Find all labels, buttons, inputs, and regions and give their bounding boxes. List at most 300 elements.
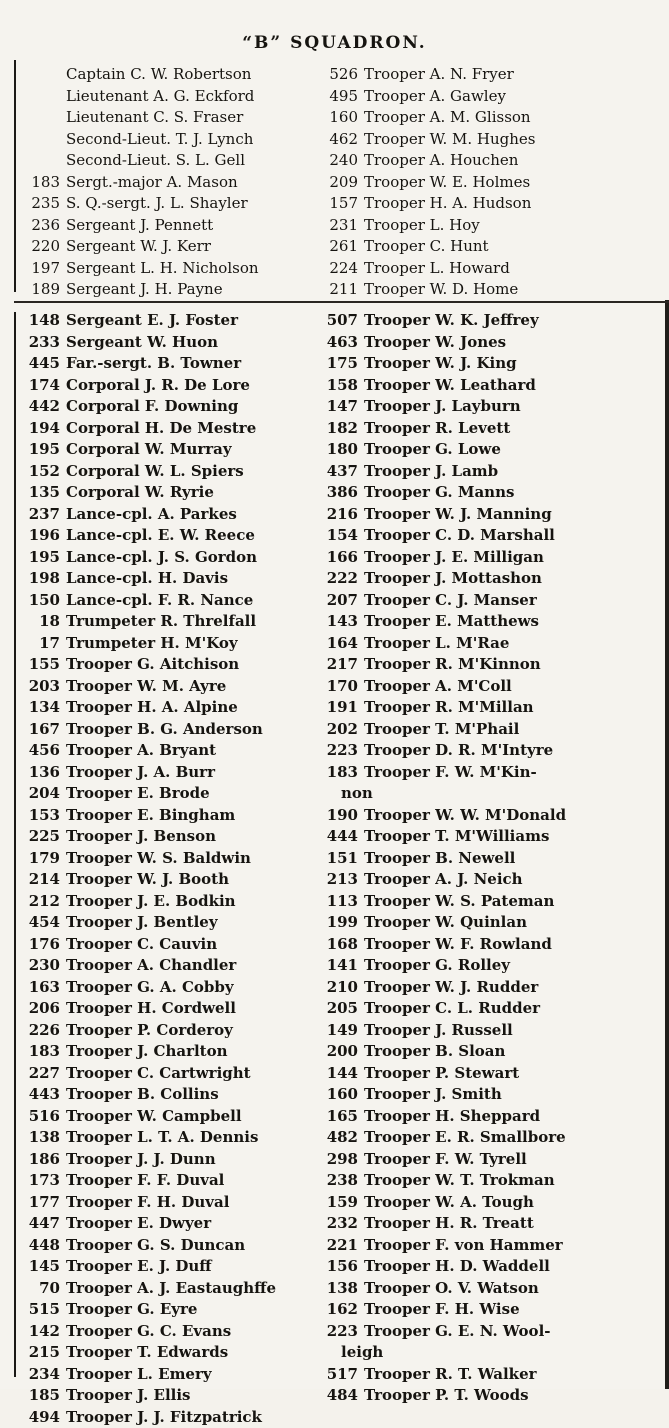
rank-and-name: Sergeant E. J. Foster: [66, 311, 238, 329]
roll-entry: [325, 783, 566, 805]
regimental-number: 186: [18, 1149, 60, 1171]
roll-entry: [325, 310, 566, 332]
rank-and-name: Lance-cpl. J. S. Gordon: [66, 548, 257, 566]
rank-and-name: Trooper B. Sloan: [364, 1042, 505, 1060]
regimental-number: 150: [18, 590, 60, 612]
rank-and-name: Trooper L. Hoy: [364, 216, 480, 234]
roll-entry: [18, 826, 276, 848]
roll-entry: [325, 740, 566, 762]
regimental-number: 134: [18, 697, 60, 719]
roll-entry: [18, 1235, 276, 1257]
regimental-number: 494: [18, 1407, 60, 1428]
roll-entry: [325, 1170, 566, 1192]
regimental-number: 155: [18, 654, 60, 676]
rank-and-name: Sergeant W. J. Kerr: [66, 237, 211, 255]
roll-entry: [325, 482, 566, 504]
roll-entry: [18, 86, 259, 108]
rank-and-name: Trooper J. Russell: [364, 1021, 513, 1039]
regimental-number: 183: [325, 762, 358, 784]
regimental-number: 437: [325, 461, 358, 483]
rank-and-name: Trooper L. Howard: [364, 259, 510, 277]
roll-entry: [325, 258, 535, 280]
regimental-number: 197: [18, 258, 60, 280]
regimental-number: 202: [325, 719, 358, 741]
roll-entry: [18, 1256, 276, 1278]
regimental-number: 185: [18, 1385, 60, 1407]
regimental-number: 207: [325, 590, 358, 612]
roll-entry: [18, 375, 276, 397]
regimental-number: 212: [18, 891, 60, 913]
rank-and-name: Far.-sergt. B. Towner: [66, 354, 241, 372]
roll-entry: [325, 236, 535, 258]
rank-and-name: Trooper J. Ellis: [66, 1386, 191, 1404]
rank-and-name: Trooper C. Cartwright: [66, 1064, 251, 1082]
regimental-number: 210: [325, 977, 358, 999]
roll-entry: [325, 279, 535, 301]
regimental-number: 160: [325, 1084, 358, 1106]
rank-and-name: Trooper W. M. Hughes: [364, 130, 535, 148]
rank-and-name: Trooper F. W. Tyrell: [364, 1150, 527, 1168]
rank-and-name: Trooper G. A. Cobby: [66, 978, 234, 996]
regimental-number: 517: [325, 1364, 358, 1386]
regimental-number: 217: [325, 654, 358, 676]
rank-and-name: Trooper F. H. Wise: [364, 1300, 520, 1318]
roll-entry: [18, 236, 259, 258]
roll-entry: [325, 869, 566, 891]
rank-and-name: Trooper B. Newell: [364, 849, 515, 867]
roll-entry: [325, 1020, 566, 1042]
rank-and-name: Corporal H. De Mestre: [66, 419, 256, 437]
roll-entry: [325, 955, 566, 977]
roll-entry: [325, 1278, 566, 1300]
roll-entry: [18, 998, 276, 1020]
roll-entry: [18, 1321, 276, 1343]
roll-entry: [18, 697, 276, 719]
rank-and-name: Trooper W. J. King: [364, 354, 517, 372]
rank-and-name: Trooper G. Rolley: [364, 956, 510, 974]
roll-entry: [325, 172, 535, 194]
rank-and-name: Corporal J. R. De Lore: [66, 376, 250, 394]
rank-and-name: Lieutenant C. S. Fraser: [66, 108, 243, 126]
regimental-number: 220: [18, 236, 60, 258]
regimental-number: 182: [325, 418, 358, 440]
rank-and-name: Trooper W. E. Holmes: [364, 173, 530, 191]
regimental-number: 225: [18, 826, 60, 848]
roll-entry: [325, 977, 566, 999]
roll-entry: [325, 1213, 566, 1235]
regimental-number: 261: [325, 236, 358, 258]
regimental-number: 138: [325, 1278, 358, 1300]
regimental-number: 443: [18, 1084, 60, 1106]
regimental-number: 149: [325, 1020, 358, 1042]
left-column-rule-lower: [14, 312, 16, 1377]
roll-entry: [325, 934, 566, 956]
rank-and-name: Trooper J. J. Dunn: [66, 1150, 216, 1168]
regimental-number: 156: [325, 1256, 358, 1278]
regimental-number: 456: [18, 740, 60, 762]
regimental-number: 162: [325, 1299, 358, 1321]
roll-entry: [325, 439, 566, 461]
rank-and-name: Trooper A. J. Eastaughffe: [66, 1279, 276, 1297]
regimental-number: 165: [325, 1106, 358, 1128]
roll-entry: [18, 258, 259, 280]
regimental-number: 445: [18, 353, 60, 375]
regimental-number: 204: [18, 783, 60, 805]
rank-and-name: Trooper L. Emery: [66, 1365, 212, 1383]
roll-entry: [18, 1342, 276, 1364]
rank-and-name: Trooper D. R. M'Intyre: [364, 741, 553, 759]
regimental-number: 189: [18, 279, 60, 301]
regimental-number: 236: [18, 215, 60, 237]
regimental-number: 231: [325, 215, 358, 237]
rank-and-name: Trooper W. F. Rowland: [364, 935, 552, 953]
roll-entry: [325, 1342, 566, 1364]
roll-entry: [325, 762, 566, 784]
roll-entry: [18, 439, 276, 461]
roll-entry: [325, 848, 566, 870]
rank-and-name: Trooper W. D. Home: [364, 280, 518, 298]
roll-entry: [18, 64, 259, 86]
regimental-number: 230: [18, 955, 60, 977]
rank-and-name: Trooper H. D. Waddell: [364, 1257, 550, 1275]
rank-and-name: Trooper C. L. Rudder: [364, 999, 540, 1017]
rank-and-name: Trooper J. Charlton: [66, 1042, 228, 1060]
regimental-number: 148: [18, 310, 60, 332]
rank-and-name: leigh: [341, 1343, 383, 1361]
rank-and-name: Trooper A. Bryant: [66, 741, 216, 759]
regimental-number: 153: [18, 805, 60, 827]
roll-entry: [18, 891, 276, 913]
roll-entry: [325, 1256, 566, 1278]
roll-entry: [18, 1149, 276, 1171]
regimental-number: 147: [325, 396, 358, 418]
rank-and-name: Trooper T. Edwards: [66, 1343, 228, 1361]
regimental-number: 144: [325, 1063, 358, 1085]
roll-entry: [18, 1192, 276, 1214]
rank-and-name: Sergeant J. Pennett: [66, 216, 213, 234]
rank-and-name: Sergeant W. Huon: [66, 333, 218, 351]
roll-entry: [18, 934, 276, 956]
roll-entry: [18, 955, 276, 977]
regimental-number: 444: [325, 826, 358, 848]
roll-entry: [325, 1385, 566, 1407]
regimental-number: 448: [18, 1235, 60, 1257]
regimental-number: 142: [18, 1321, 60, 1343]
regimental-number: 166: [325, 547, 358, 569]
rank-and-name: Sergt.-major A. Mason: [66, 173, 238, 191]
regimental-number: 526: [325, 64, 358, 86]
rank-and-name: Trooper W. J. Rudder: [364, 978, 538, 996]
roll-entry: [18, 869, 276, 891]
roll-entry: [325, 611, 566, 633]
roll-entry: [18, 418, 276, 440]
roll-entry: [18, 1299, 276, 1321]
roll-entry: [18, 504, 276, 526]
regimental-number: 18: [18, 611, 60, 633]
roll-entry: [18, 740, 276, 762]
roll-entry: [18, 912, 276, 934]
roll-entry: [18, 783, 276, 805]
regimental-number: 298: [325, 1149, 358, 1171]
regimental-number: 170: [325, 676, 358, 698]
roll-entry: [325, 633, 566, 655]
roll-entry: [18, 107, 259, 129]
regimental-number: 238: [325, 1170, 358, 1192]
regimental-number: 214: [18, 869, 60, 891]
rank-and-name: Trooper P. T. Woods: [364, 1386, 529, 1404]
regimental-number: 160: [325, 107, 358, 129]
regimental-number: 235: [18, 193, 60, 215]
rank-and-name: Trooper L. T. A. Dennis: [66, 1128, 258, 1146]
regimental-number: 199: [325, 912, 358, 934]
regimental-number: 183: [18, 1041, 60, 1063]
roll-entry: [18, 1084, 276, 1106]
regimental-number: 167: [18, 719, 60, 741]
roll-entry: [325, 1192, 566, 1214]
regimental-number: 157: [325, 193, 358, 215]
roll-entry: [18, 215, 259, 237]
roll-entry: [18, 482, 276, 504]
rank-and-name: Trooper F. von Hammer: [364, 1236, 563, 1254]
roll-entry: [18, 719, 276, 741]
rank-and-name: Corporal W. Ryrie: [66, 483, 214, 501]
rank-and-name: Trooper F. H. Duval: [66, 1193, 229, 1211]
regimental-number: 138: [18, 1127, 60, 1149]
roll-entry: [325, 1106, 566, 1128]
roll-entry: [18, 129, 259, 151]
rank-and-name: Trooper H. A. Hudson: [364, 194, 531, 212]
regimental-number: 213: [325, 869, 358, 891]
regimental-number: 442: [18, 396, 60, 418]
rank-and-name: Trooper A. J. Neich: [364, 870, 523, 888]
regimental-number: 447: [18, 1213, 60, 1235]
rank-and-name: Trooper W. Campbell: [66, 1107, 242, 1125]
roll-entry: [325, 1364, 566, 1386]
rank-and-name: Trooper W. K. Jeffrey: [364, 311, 539, 329]
regimental-number: 195: [18, 547, 60, 569]
roll-entry: [325, 396, 566, 418]
rank-and-name: Trooper E. Brode: [66, 784, 210, 802]
rank-and-name: Trooper W. S. Baldwin: [66, 849, 251, 867]
roll-entry: [325, 654, 566, 676]
regimental-number: 454: [18, 912, 60, 934]
rank-and-name: Second-Lieut. S. L. Gell: [66, 151, 245, 169]
regimental-number: 191: [325, 697, 358, 719]
roll-entry: [325, 193, 535, 215]
roll-entry: [325, 461, 566, 483]
regimental-number: 222: [325, 568, 358, 590]
regimental-number: 463: [325, 332, 358, 354]
roll-entry: [325, 1149, 566, 1171]
rank-and-name: Trooper G. Eyre: [66, 1300, 197, 1318]
rank-and-name: Trooper G. S. Duncan: [66, 1236, 245, 1254]
rank-and-name: Lance-cpl. A. Parkes: [66, 505, 237, 523]
rank-and-name: Trooper W. T. Trokman: [364, 1171, 555, 1189]
rank-and-name: Trumpeter H. M'Koy: [66, 634, 238, 652]
rank-and-name: Trooper C. Cauvin: [66, 935, 217, 953]
rank-and-name: Trooper A. Gawley: [364, 87, 506, 105]
rank-and-name: Trooper G. C. Evans: [66, 1322, 231, 1340]
roll-entry: [18, 353, 276, 375]
rank-and-name: Trooper B. Collins: [66, 1085, 219, 1103]
roll-entry: [18, 332, 276, 354]
rank-and-name: Corporal W. L. Spiers: [66, 462, 244, 480]
regimental-number: 227: [18, 1063, 60, 1085]
regimental-number: 168: [325, 934, 358, 956]
roll-entry: [18, 547, 276, 569]
rank-and-name: non: [341, 784, 373, 802]
regimental-number: 163: [18, 977, 60, 999]
roll-entry: [325, 1084, 566, 1106]
rank-and-name: Lance-cpl. H. Davis: [66, 569, 228, 587]
rank-and-name: Trooper W. J. Manning: [364, 505, 552, 523]
roll-entry: [18, 525, 276, 547]
squadron-heading: “B” SQUADRON.: [0, 33, 669, 53]
roll-entry: [18, 633, 276, 655]
rank-and-name: Trumpeter R. Threlfall: [66, 612, 256, 630]
rank-and-name: Trooper B. G. Anderson: [66, 720, 263, 738]
regimental-number: 223: [325, 740, 358, 762]
rank-and-name: Trooper O. V. Watson: [364, 1279, 539, 1297]
rank-and-name: Trooper A. M'Coll: [364, 677, 512, 695]
roll-entry: [18, 310, 276, 332]
roll-entry: [325, 215, 535, 237]
regimental-number: 484: [325, 1385, 358, 1407]
roll-entry: [325, 590, 566, 612]
roll-entry: [325, 353, 566, 375]
rank-and-name: Sergeant J. H. Payne: [66, 280, 223, 298]
rank-and-name: Trooper H. R. Treatt: [364, 1214, 534, 1232]
rank-and-name: Trooper W. J. Booth: [66, 870, 229, 888]
rank-and-name: Lance-cpl. F. R. Nance: [66, 591, 253, 609]
rank-and-name: Trooper C. Hunt: [364, 237, 489, 255]
rank-and-name: Trooper H. Sheppard: [364, 1107, 540, 1125]
regimental-number: 17: [18, 633, 60, 655]
roll-entry: [325, 1041, 566, 1063]
roll-entry: [18, 611, 276, 633]
rank-and-name: Trooper W. W. M'Donald: [364, 806, 566, 824]
roll-entry: [18, 1041, 276, 1063]
left-column-rule-upper: [14, 60, 16, 292]
rank-and-name: Trooper G. Aitchison: [66, 655, 239, 673]
regimental-number: 194: [18, 418, 60, 440]
regimental-number: 177: [18, 1192, 60, 1214]
roll-entry: [325, 64, 535, 86]
roll-entry: [18, 1106, 276, 1128]
roll-entry: [18, 1020, 276, 1042]
regimental-number: 221: [325, 1235, 358, 1257]
regimental-number: 237: [18, 504, 60, 526]
roll-entry: [325, 805, 566, 827]
regimental-number: 159: [325, 1192, 358, 1214]
roll-entry: [325, 86, 535, 108]
rank-and-name: Trooper R. Levett: [364, 419, 510, 437]
regimental-number: 179: [18, 848, 60, 870]
roll-entry: [325, 891, 566, 913]
roll-entry: [325, 150, 535, 172]
rank-and-name: Trooper G. Manns: [364, 483, 514, 501]
roll-entry: [325, 912, 566, 934]
rank-and-name: Corporal W. Murray: [66, 440, 232, 458]
roll-entry: [325, 697, 566, 719]
rank-and-name: Trooper W. M. Ayre: [66, 677, 226, 695]
rank-and-name: Trooper A. Houchen: [364, 151, 518, 169]
regimental-number: 209: [325, 172, 358, 194]
rank-and-name: Trooper H. Cordwell: [66, 999, 236, 1017]
regimental-number: 206: [18, 998, 60, 1020]
rank-and-name: Trooper J. Bentley: [66, 913, 218, 931]
roll-entry: [18, 1364, 276, 1386]
rank-and-name: Trooper E. J. Duff: [66, 1257, 212, 1275]
regimental-number: 205: [325, 998, 358, 1020]
rank-and-name: Lieutenant A. G. Eckford: [66, 87, 254, 105]
roll-entry: [325, 332, 566, 354]
roll-entry: [18, 1063, 276, 1085]
roll-entry: [18, 848, 276, 870]
regimental-number: 203: [18, 676, 60, 698]
regimental-number: 200: [325, 1041, 358, 1063]
rank-and-name: Trooper J. A. Burr: [66, 763, 215, 781]
roll-entry: [325, 129, 535, 151]
rank-and-name: Trooper L. M'Rae: [364, 634, 509, 652]
regimental-number: 136: [18, 762, 60, 784]
roll-entry: [325, 826, 566, 848]
rank-and-name: Sergeant L. H. Nicholson: [66, 259, 259, 277]
roll-entry: [18, 461, 276, 483]
roll-entry: [18, 396, 276, 418]
regimental-number: 233: [18, 332, 60, 354]
roll-entry: [18, 1127, 276, 1149]
rank-and-name: Trooper W. Quinlan: [364, 913, 527, 931]
regimental-number: 495: [325, 86, 358, 108]
regimental-number: 482: [325, 1127, 358, 1149]
rank-and-name: Trooper A. M. Glisson: [364, 108, 531, 126]
regimental-number: 145: [18, 1256, 60, 1278]
regimental-number: 211: [325, 279, 358, 301]
regimental-number: 175: [325, 353, 358, 375]
regimental-number: 176: [18, 934, 60, 956]
regimental-number: 240: [325, 150, 358, 172]
regimental-number: 226: [18, 1020, 60, 1042]
regimental-number: 198: [18, 568, 60, 590]
rank-and-name: Trooper G. Lowe: [364, 440, 501, 458]
rank-and-name: Trooper G. E. N. Wool-: [364, 1322, 551, 1340]
regimental-number: 135: [18, 482, 60, 504]
rank-and-name: Trooper J. Mottashon: [364, 569, 542, 587]
roll-entry: [18, 172, 259, 194]
roll-entry: [325, 1299, 566, 1321]
rank-and-name: Lance-cpl. E. W. Reece: [66, 526, 255, 544]
rank-and-name: Trooper H. A. Alpine: [66, 698, 238, 716]
rank-and-name: Trooper J. E. Bodkin: [66, 892, 236, 910]
regimental-number: 70: [18, 1278, 60, 1300]
roll-entry: [18, 1170, 276, 1192]
regimental-number: 195: [18, 439, 60, 461]
roll-entry: [18, 150, 259, 172]
rank-and-name: Trooper F. F. Duval: [66, 1171, 224, 1189]
roll-entry: [325, 1127, 566, 1149]
roll-entry: [325, 998, 566, 1020]
regimental-number: 152: [18, 461, 60, 483]
roll-entry: [18, 1278, 276, 1300]
rank-and-name: Trooper P. Corderoy: [66, 1021, 233, 1039]
regimental-number: 224: [325, 258, 358, 280]
regimental-number: 141: [325, 955, 358, 977]
roll-entry: [325, 547, 566, 569]
lower-right-roll: [325, 310, 566, 1407]
roll-entry: [18, 590, 276, 612]
regimental-number: 507: [325, 310, 358, 332]
